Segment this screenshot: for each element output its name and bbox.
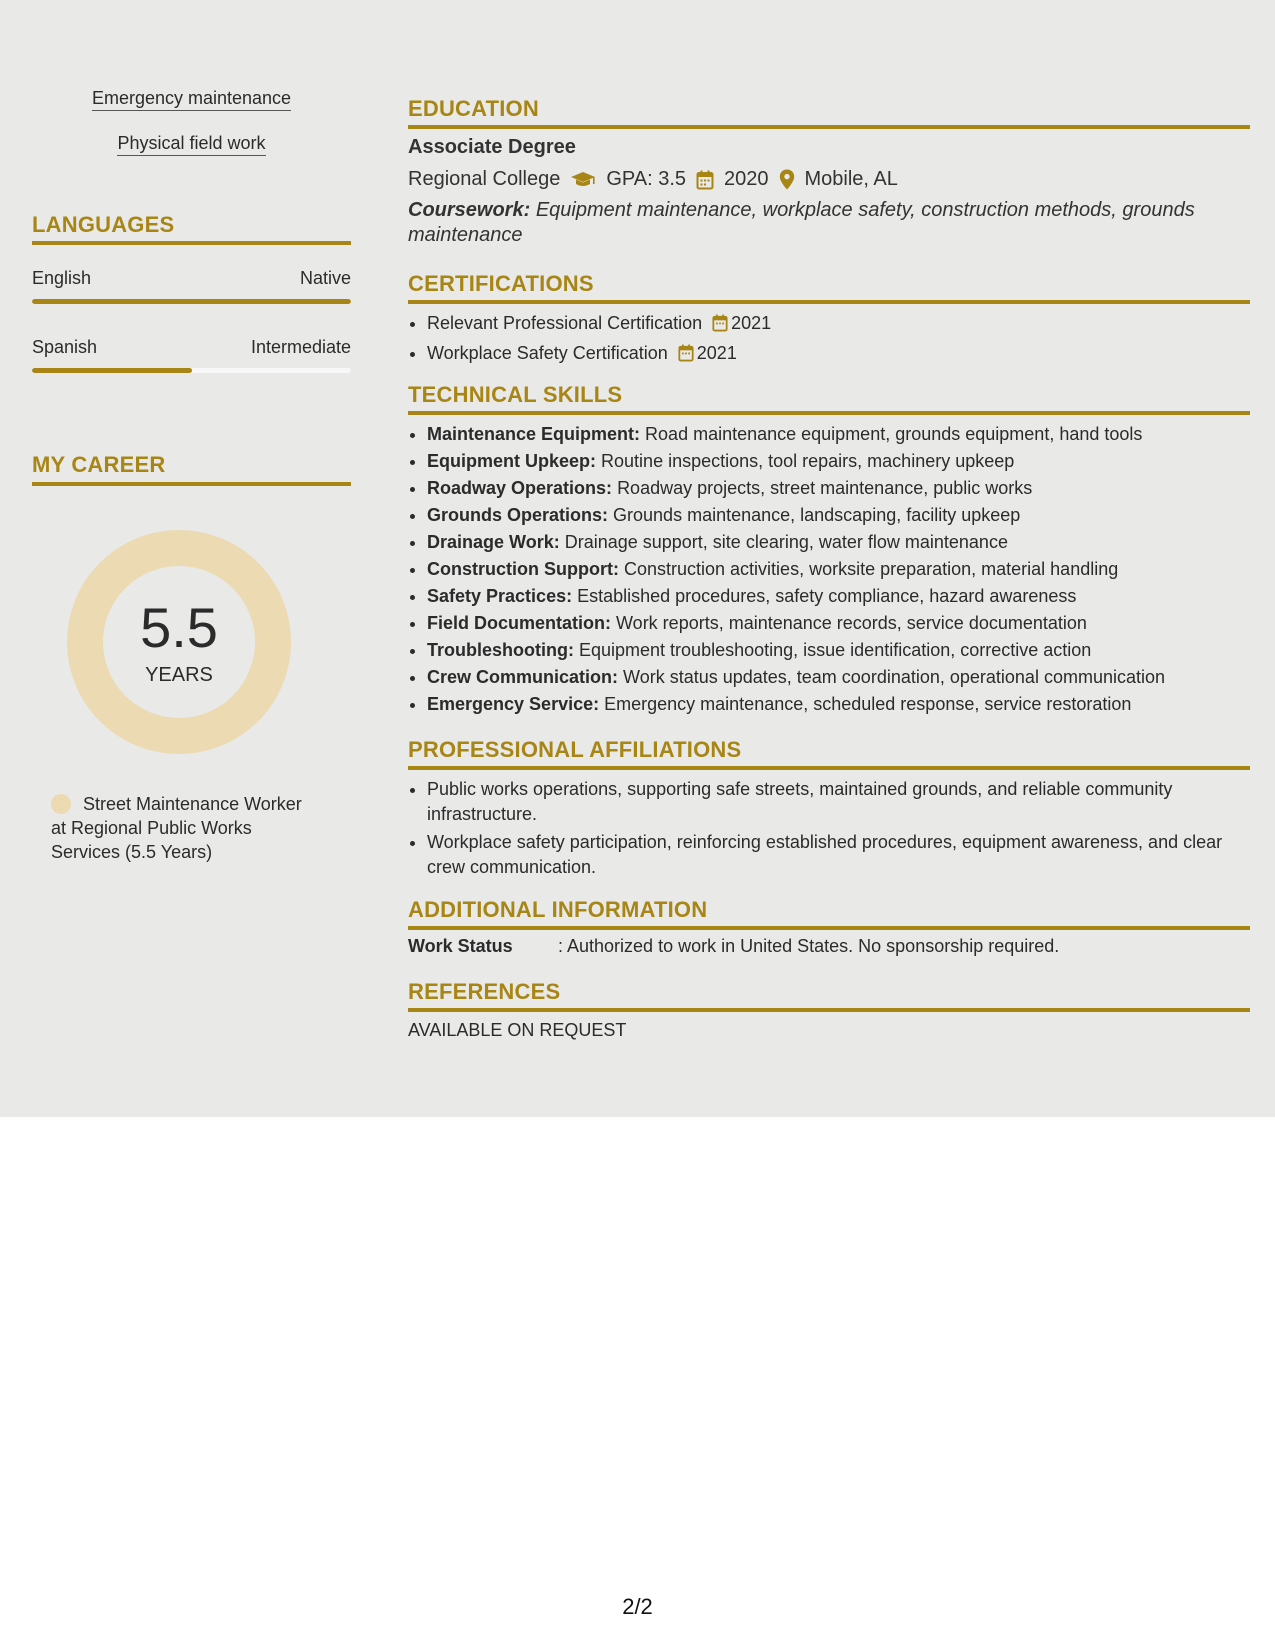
calendar-icon (696, 170, 714, 190)
list-item (427, 610, 1165, 637)
career-legend-text: Street Maintenance Worker at Regional Public Works Services (5.5 Years) (51, 794, 302, 862)
skill-text: Established procedures, safety compliance, hazard awareness (577, 586, 1077, 606)
language-bar-fill (32, 368, 192, 373)
page-number: 2/2 (622, 1594, 653, 1619)
language-name: Spanish (32, 337, 98, 357)
skill-text: Equipment troubleshooting, issue identification, corrective action (579, 640, 1092, 660)
work-status (408, 936, 1059, 957)
additional-info-rule (408, 926, 1250, 930)
language-bar (32, 299, 351, 304)
language-level: Intermediate (250, 337, 351, 357)
certification-year: 2021 (731, 313, 772, 333)
degree-title: Associate Degree (408, 136, 576, 158)
skill-text: Work reports, maintenance records, service documentation (616, 613, 1087, 633)
career-legend-item (51, 792, 321, 864)
certifications-rule (408, 300, 1250, 304)
gpa: GPA: 3.5 (606, 168, 686, 190)
affiliations-title: PROFESSIONAL AFFILIATIONS (408, 737, 742, 762)
technical-skills-title: TECHNICAL SKILLS (408, 382, 623, 407)
school-name: Regional College (408, 168, 561, 190)
list-item (427, 340, 771, 370)
education-meta (408, 168, 898, 191)
skill-label: Maintenance Equipment: (427, 424, 641, 444)
certification-year: 2021 (696, 343, 737, 363)
language-name: English (32, 268, 92, 288)
map-pin-icon (779, 169, 795, 190)
skill-text: Roadway projects, street maintenance, public works (617, 478, 1033, 498)
skill-text: Construction activities, worksite preparation, material handling (624, 559, 1119, 579)
list-item (427, 637, 1165, 664)
career-years-unit: YEARS (145, 664, 213, 686)
list-item (427, 529, 1165, 556)
skill-label: Troubleshooting: (427, 640, 574, 660)
list-item (427, 556, 1165, 583)
language-bar (32, 368, 351, 373)
skill-label: Drainage Work: (427, 532, 560, 552)
skill-tag: Physical field work (32, 133, 351, 154)
technical-skills-list (408, 421, 1165, 718)
language-level: Native (299, 268, 351, 288)
skill-label: Emergency Service: (427, 694, 600, 714)
certifications-title: CERTIFICATIONS (408, 271, 594, 296)
language-bar-fill (32, 299, 351, 304)
list-item (427, 691, 1165, 718)
career-title: MY CAREER (32, 452, 166, 477)
list-item (427, 448, 1165, 475)
certification-name: Relevant Professional Certification (427, 313, 703, 333)
career-years-value: 5.5 (140, 596, 218, 659)
references-text: AVAILABLE ON REQUEST (408, 1020, 627, 1040)
list-item: • Workplace safety participation, reinforcing established procedures, equipment awareness, and clear crew communication. (427, 830, 1237, 880)
additional-info-title: ADDITIONAL INFORMATION (408, 897, 708, 922)
skill-label: Roadway Operations: (427, 478, 613, 498)
skill-text: Work status updates, team coordination, operational communication (623, 667, 1165, 687)
work-status-value: : Authorized to work in United States. No sponsorship required. (558, 936, 1060, 956)
languages-rule (32, 241, 351, 245)
references-rule (408, 1008, 1250, 1012)
skill-label: Grounds Operations: (427, 505, 609, 525)
technical-skills-rule (408, 411, 1250, 415)
skill-text: Emergency maintenance, scheduled response, service restoration (604, 694, 1132, 714)
legend-dot (51, 794, 71, 814)
language-row (32, 268, 351, 289)
certification-name: Workplace Safety Certification (427, 343, 668, 363)
skill-label: Field Documentation: (427, 613, 611, 633)
skill-label: Equipment Upkeep: (427, 451, 597, 471)
education-location: Mobile, AL (804, 168, 898, 190)
education-title: EDUCATION (408, 96, 539, 121)
list-item (427, 664, 1165, 691)
coursework (408, 198, 1238, 248)
references-title: REFERENCES (408, 979, 561, 1004)
graduation-year: 2020 (724, 168, 769, 190)
list-item (427, 475, 1165, 502)
affiliations-list (408, 777, 1237, 883)
calendar-icon (712, 313, 728, 340)
language-row (32, 337, 351, 358)
career-rule (32, 482, 351, 486)
list-item (427, 310, 771, 340)
skill-text: Grounds maintenance, landscaping, facility upkeep (613, 505, 1021, 525)
list-item (427, 421, 1165, 448)
calendar-icon (678, 343, 694, 370)
list-item: • Public works operations, supporting safe streets, maintained grounds, and reliable community infrastructure. (427, 777, 1237, 827)
coursework-label: Coursework: (408, 199, 531, 221)
skill-label: Crew Communication: (427, 667, 619, 687)
skill-text: Drainage support, site clearing, water flow maintenance (564, 532, 1008, 552)
coursework-text: Equipment maintenance, workplace safety, construction methods, grounds maintenance (408, 199, 1195, 246)
list-item (427, 502, 1165, 529)
skill-label: Safety Practices: (427, 586, 573, 606)
list-item (427, 583, 1165, 610)
skill-tag: Emergency maintenance (32, 88, 351, 109)
skill-text: Routine inspections, tool repairs, machinery upkeep (601, 451, 1015, 471)
education-rule (408, 125, 1250, 129)
skill-label: Construction Support: (427, 559, 619, 579)
languages-title: LANGUAGES (32, 212, 175, 237)
skill-text: Road maintenance equipment, grounds equipment, hand tools (645, 424, 1143, 444)
affiliations-rule (408, 766, 1250, 770)
certifications-list (408, 310, 771, 370)
graduation-cap-icon (570, 171, 596, 189)
work-status-label: Work Status (408, 936, 513, 956)
